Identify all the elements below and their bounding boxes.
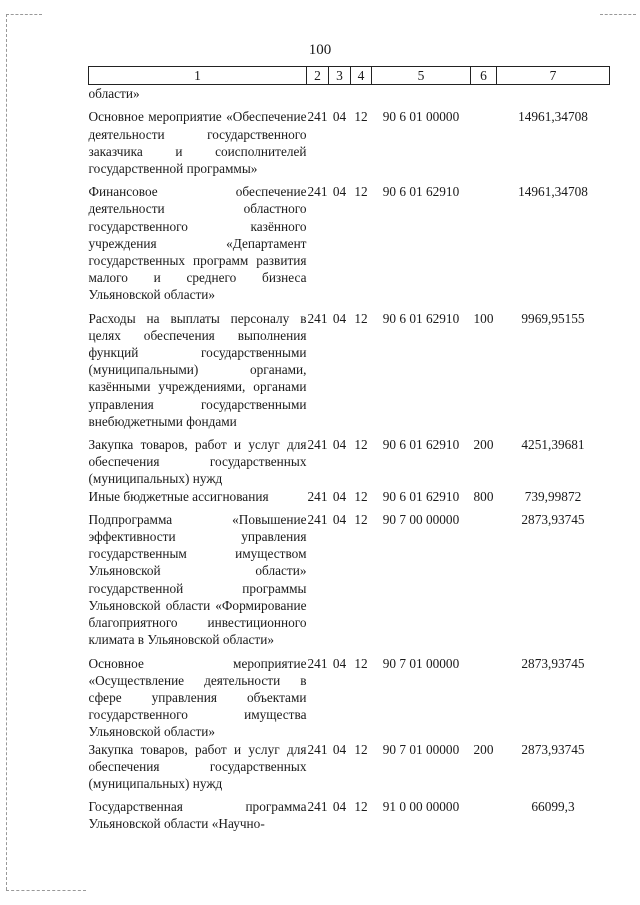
- row-code-4: 12: [354, 109, 368, 125]
- header-col-7: 7: [497, 67, 610, 85]
- table-row: [89, 741, 610, 793]
- table-row: [89, 488, 610, 505]
- row-sum: 2873,93745: [521, 741, 585, 757]
- table-header-row: [89, 67, 610, 85]
- row-code-5: 91 0 00 00000: [382, 799, 460, 815]
- row-name: Подпрограмма «Повышение эффективности управления государственным имуществом Ульяновской области» государственной программы Ульяновской области «Формирование благоприятного инвестиционного климата в Ульяновской области»: [88, 511, 307, 648]
- row-sum: [497, 85, 610, 103]
- row-code-2: 241: [307, 184, 328, 200]
- row-name: Основное мероприятие «Обеспечение деятельности государственного заказчика и соисполнителей государственной программы»: [88, 109, 307, 177]
- table-row: [89, 505, 610, 649]
- row-code-5: 90 6 01 62910: [382, 184, 460, 200]
- row-sum: 4251,39681: [521, 437, 585, 453]
- row-name: Закупка товаров, работ и услуг для обеспечения государственных (муниципальных) нужд: [88, 437, 307, 487]
- row-sum: 739,99872: [524, 488, 582, 504]
- table-row: [89, 85, 610, 103]
- table-row: [89, 102, 610, 177]
- row-sum: 9969,95155: [521, 310, 585, 326]
- row-code-2: 241: [307, 109, 328, 125]
- row-sum: 2873,93745: [521, 655, 585, 671]
- row-code-2: [307, 85, 329, 103]
- row-code-4: 12: [354, 799, 368, 815]
- row-name: Иные бюджетные ассигнования: [88, 488, 269, 504]
- row-code-3: 04: [332, 310, 347, 326]
- row-code-2: 241: [307, 655, 328, 671]
- row-code-4: 12: [354, 488, 368, 504]
- row-code-6: [471, 505, 497, 649]
- header-col-3: 3: [329, 67, 351, 85]
- row-code-4: 12: [354, 437, 368, 453]
- row-code-5: [372, 85, 471, 103]
- scan-mark-top-right: [600, 14, 636, 15]
- row-code-3: 04: [332, 655, 347, 671]
- row-code-4: 12: [354, 511, 368, 527]
- table-row: [89, 649, 610, 741]
- row-code-6: 200: [473, 741, 494, 757]
- row-code-2: 241: [307, 488, 328, 504]
- page-number: 100: [308, 42, 332, 58]
- row-code-4: 12: [354, 655, 368, 671]
- row-code-4: 12: [354, 310, 368, 326]
- row-code-6: 100: [473, 310, 494, 326]
- row-code-5: 90 6 01 00000: [382, 109, 460, 125]
- row-code-3: 04: [332, 184, 347, 200]
- row-sum: 14961,34708: [518, 109, 588, 125]
- row-code-2: 241: [307, 310, 328, 326]
- row-code-5: 90 6 01 62910: [382, 488, 460, 504]
- header-col-6: 6: [471, 67, 497, 85]
- row-code-3: 04: [332, 488, 347, 504]
- row-sum: 14961,34708: [518, 184, 588, 200]
- row-code-6: [471, 102, 497, 177]
- row-code-5: 90 7 00 00000: [382, 511, 460, 527]
- scan-mark-top-left: [6, 14, 42, 15]
- row-code-3: 04: [332, 109, 347, 125]
- row-name: Расходы на выплаты персоналу в целях обеспечения выполнения функций государственными (муниципальными) органами, казёнными учреждениями, органами управления государственными внебюджетными фондами: [88, 310, 307, 429]
- scan-mark-bottom: [6, 890, 86, 891]
- header-col-2: 2: [307, 67, 329, 85]
- row-name: Закупка товаров, работ и услуг для обеспечения государственных (муниципальных) нужд: [88, 741, 307, 791]
- row-code-5: 90 6 01 62910: [382, 310, 460, 326]
- row-code-6: 800: [473, 488, 494, 504]
- scan-mark-left: [6, 14, 7, 890]
- table-row: [89, 430, 610, 488]
- row-code-4: [351, 85, 372, 103]
- row-code-2: 241: [307, 437, 328, 453]
- row-code-6: 200: [473, 437, 494, 453]
- row-code-6: [471, 792, 497, 832]
- row-code-5: 90 6 01 62910: [382, 437, 460, 453]
- row-code-4: 12: [354, 741, 368, 757]
- row-code-3: 04: [332, 741, 347, 757]
- table-row: [89, 304, 610, 430]
- row-code-3: 04: [332, 799, 347, 815]
- row-code-2: 241: [307, 799, 328, 815]
- row-name: области»: [88, 86, 140, 102]
- row-code-5: 90 7 01 00000: [382, 655, 460, 671]
- row-name: Финансовое обеспечение деятельности областного государственного казённого учреждения «Департамент государственных программ развития малого и среднего бизнеса Ульяновской области»: [88, 184, 307, 303]
- row-code-3: 04: [332, 437, 347, 453]
- row-code-4: 12: [354, 184, 368, 200]
- row-code-3: [329, 85, 351, 103]
- table-row: [89, 792, 610, 832]
- header-col-1: 1: [89, 67, 307, 85]
- table-row: [89, 177, 610, 303]
- row-name: Основное мероприятие «Осуществление деятельности в сфере управления объектами государственного имущества Ульяновской области»: [88, 655, 307, 740]
- row-name: Государственная программа Ульяновской области «Научно-: [88, 799, 307, 832]
- budget-table: [88, 66, 610, 833]
- row-code-3: 04: [332, 511, 347, 527]
- row-code-5: 90 7 01 00000: [382, 741, 460, 757]
- row-code-6: [471, 649, 497, 741]
- header-col-4: 4: [351, 67, 372, 85]
- row-code-2: 241: [307, 511, 328, 527]
- row-sum: 2873,93745: [521, 511, 585, 527]
- row-code-2: 241: [307, 741, 328, 757]
- row-code-6: [471, 85, 497, 103]
- header-col-5: 5: [372, 67, 471, 85]
- row-sum: 66099,3: [531, 799, 575, 815]
- row-code-6: [471, 177, 497, 303]
